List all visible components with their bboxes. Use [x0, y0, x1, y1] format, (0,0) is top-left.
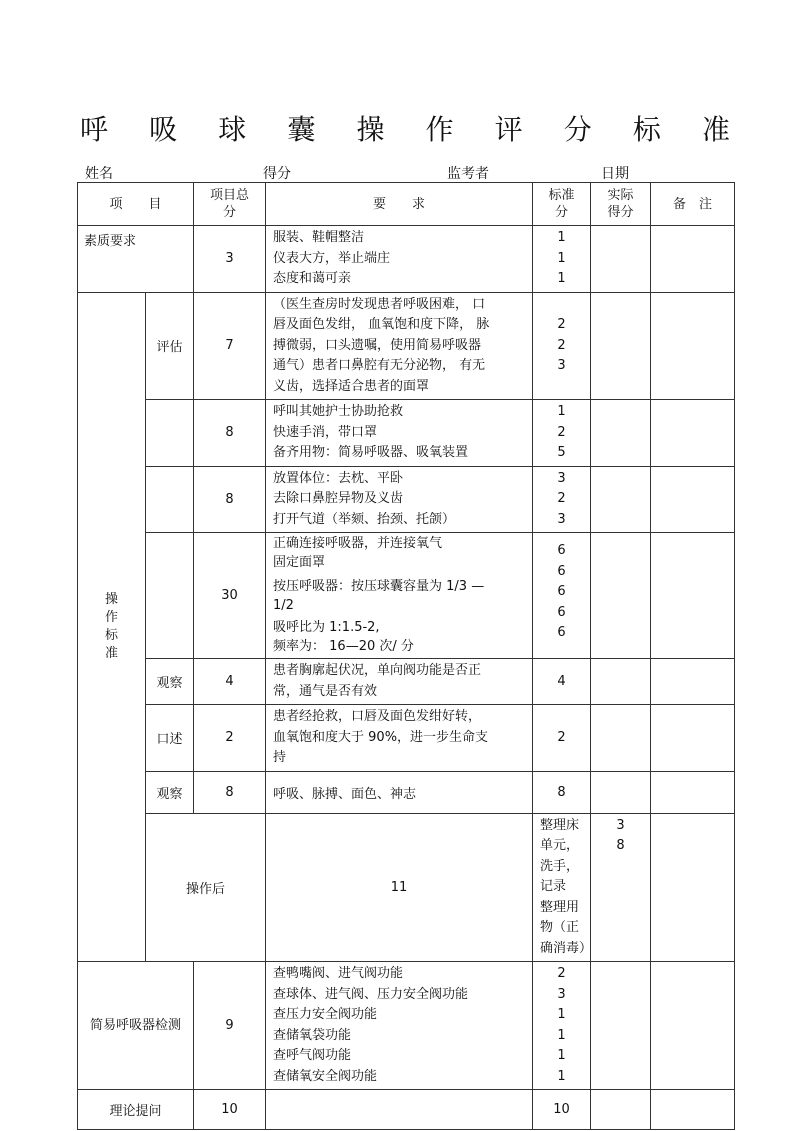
after-item: 操作后 — [146, 813, 266, 962]
table-row — [78, 771, 735, 813]
req-line: 态度和蔼可亲 — [273, 271, 352, 286]
title-char: 吸 — [149, 113, 178, 146]
check-item-text: 简易呼吸器检测 — [89, 1017, 181, 1033]
table-row — [78, 400, 735, 467]
score-line: 5 — [557, 445, 566, 460]
observe2-total: 8 — [194, 771, 266, 813]
req-line: 频率为： 16—20 次/ 分 — [273, 638, 414, 654]
score-line: 3 — [557, 470, 566, 486]
actual-score-cell — [591, 400, 651, 467]
score-line: 3 — [557, 511, 566, 527]
score-line: 1 — [557, 1068, 566, 1084]
quality-requirements — [266, 226, 533, 293]
header-total — [194, 183, 266, 226]
observe2-requirements — [266, 771, 533, 813]
notes-cell — [651, 771, 735, 813]
after-total: 11 — [266, 813, 533, 962]
actual-score-cell — [591, 962, 651, 1090]
table-row — [78, 1090, 735, 1130]
notes-cell — [651, 659, 735, 705]
score-line: 2 — [557, 424, 566, 440]
req-line: 唇及面色发绀， 血氧饱和度下降， 脉 — [273, 317, 490, 332]
header-actual-text: 实际得分 — [607, 188, 634, 220]
assess-scores — [533, 292, 591, 400]
score-line: 1 — [557, 1007, 566, 1022]
name-label: 姓名 — [85, 166, 113, 182]
oral-score: 2 — [533, 705, 591, 772]
after-scores — [591, 813, 651, 962]
sub-item-cell — [146, 400, 194, 467]
req-line: 持 — [273, 750, 287, 765]
op3-total: 30 — [194, 533, 266, 659]
actual-score-cell — [591, 292, 651, 400]
header-item: 项 目 — [78, 183, 194, 226]
table-row — [78, 705, 735, 772]
score-line: 6 — [557, 625, 566, 640]
oral-sub: 口述 — [146, 705, 194, 772]
notes-cell — [651, 226, 735, 293]
score-line: 6 — [557, 543, 566, 558]
observe1-sub: 观察 — [146, 659, 194, 705]
req-line: （医生查房时发现患者呼吸困难， 口 — [273, 296, 486, 312]
table-row — [78, 466, 735, 533]
score-line: 2 — [557, 491, 566, 506]
req-line: 整理用物（正确消毒） — [540, 899, 593, 956]
score-line: 1 — [557, 250, 566, 266]
req-line: 查储氧袋功能 — [273, 1027, 352, 1043]
req-line: 按压呼吸器：按压球囊容量为 1/3 — — [273, 579, 485, 594]
req-line: 搏微弱，口头遗嘱，使用简易呼吸器 — [273, 337, 482, 353]
quality-scores — [533, 226, 591, 293]
score-line: 6 — [557, 563, 566, 579]
notes-cell — [651, 533, 735, 659]
header-total-text: 项目总分 — [210, 188, 250, 220]
title-char: 呼 — [80, 113, 109, 146]
sub-item-cell — [146, 533, 194, 659]
req-line: 查呼气阀功能 — [273, 1048, 352, 1063]
assess-requirements — [266, 292, 533, 400]
title-char: 囊 — [287, 113, 316, 146]
operation-standard-text: 操作标准 — [104, 591, 118, 661]
score-line: 1 — [557, 1048, 566, 1063]
title-char: 球 — [218, 113, 247, 146]
observe1-requirements — [266, 659, 533, 705]
req-line: 固定面罩 — [273, 554, 326, 570]
req-line: 1/2 — [273, 597, 294, 613]
title-char: 作 — [425, 113, 454, 146]
actual-score-cell — [651, 813, 735, 962]
theory-requirements — [266, 1090, 533, 1130]
title-char: 准 — [701, 113, 730, 146]
table-row — [78, 659, 735, 705]
req-line: 放置体位：去枕、平卧 — [273, 470, 404, 486]
score-label: 得分 — [263, 166, 291, 182]
req-line: 通气）患者口鼻腔有无分泌物， 有无 — [273, 358, 486, 373]
req-line: 去除口鼻腔异物及义齿 — [273, 491, 404, 506]
theory-score: 10 — [533, 1090, 591, 1130]
op2-requirements — [266, 466, 533, 533]
req-line: 查储氧安全阀功能 — [273, 1068, 378, 1084]
score-line: 6 — [557, 604, 566, 620]
theory-item: 理论提问 — [78, 1090, 194, 1130]
header-actual — [591, 183, 651, 226]
req-line: 备齐用物：简易呼吸器、吸氧装置 — [273, 445, 469, 460]
score-line: 8 — [616, 838, 625, 853]
theory-total: 10 — [194, 1090, 266, 1130]
header-requirements: 要 求 — [266, 183, 533, 226]
check-scores — [533, 962, 591, 1090]
sub-item-cell — [146, 466, 194, 533]
actual-score-cell — [591, 466, 651, 533]
req-line: 查鸭嘴阀、进气阀功能 — [273, 966, 404, 981]
header-notes: 备 注 — [651, 183, 735, 226]
req-line: 仪表大方，举止端庄 — [273, 250, 391, 266]
title-char: 评 — [494, 113, 523, 146]
score-line: 1 — [557, 1027, 566, 1043]
actual-score-cell — [591, 533, 651, 659]
oral-total: 2 — [194, 705, 266, 772]
quality-item: 素质要求 — [78, 226, 194, 293]
score-line: 6 — [557, 584, 566, 599]
operation-standard-label — [78, 292, 146, 962]
notes-cell — [651, 705, 735, 772]
observe1-total: 4 — [194, 659, 266, 705]
req-line: 整理床单元，洗手，记录 — [540, 817, 580, 894]
title-char: 标 — [632, 113, 661, 146]
actual-score-cell — [591, 226, 651, 293]
header-standard-text: 标准分 — [548, 188, 575, 220]
after-requirements — [533, 813, 591, 962]
assess-sub: 评估 — [146, 292, 194, 400]
req-line: 查球体、进气阀、压力安全阀功能 — [273, 986, 469, 1002]
oral-requirements — [266, 705, 533, 772]
score-line: 2 — [557, 966, 566, 981]
req-line: 快速手消，带口罩 — [273, 424, 378, 440]
score-line: 1 — [557, 230, 566, 245]
req-line: 正确连接呼吸器，并连接氧气 — [273, 536, 443, 551]
table-row — [78, 533, 735, 659]
req-line: 常，通气是否有效 — [273, 683, 378, 699]
score-line: 3 — [557, 358, 566, 373]
notes-cell — [651, 962, 735, 1090]
req-line: 患者胸廓起伏况，单向阀功能是否正 — [273, 663, 482, 678]
table-row — [78, 813, 735, 962]
date-label: 日期 — [601, 166, 629, 182]
score-line: 1 — [557, 271, 566, 286]
score-line: 2 — [557, 337, 566, 353]
title-char: 分 — [563, 113, 592, 146]
actual-score-cell — [591, 1090, 651, 1130]
req-line: 打开气道（举颏、抬颈、托颌） — [273, 511, 456, 527]
actual-score-cell — [591, 659, 651, 705]
op3-requirements — [266, 533, 533, 659]
req-line: 义齿，选择适合患者的面罩 — [273, 378, 430, 394]
score-line: 3 — [557, 986, 566, 1002]
header-standard — [533, 183, 591, 226]
observe2-sub: 观察 — [146, 771, 194, 813]
examiner-label: 监考者 — [447, 166, 489, 182]
page-title — [80, 108, 730, 148]
title-char: 操 — [356, 113, 385, 146]
notes-cell — [651, 292, 735, 400]
observe1-score: 4 — [533, 659, 591, 705]
req-line: 呼吸、脉搏、面色、神志 — [273, 786, 417, 802]
req-line: 呼叫其她护士协助抢救 — [273, 404, 404, 419]
req-line: 患者经抢救，口唇及面色发绀好转， — [273, 709, 482, 724]
op1-requirements — [266, 400, 533, 467]
op2-scores — [533, 466, 591, 533]
score-line: 1 — [557, 404, 566, 419]
table-row — [78, 292, 735, 400]
op1-total: 8 — [194, 400, 266, 467]
notes-cell — [651, 466, 735, 533]
table-row — [78, 962, 735, 1090]
actual-score-cell — [591, 771, 651, 813]
op3-scores — [533, 533, 591, 659]
notes-cell — [651, 1090, 735, 1130]
table-row — [78, 226, 735, 293]
check-total: 9 — [194, 962, 266, 1090]
scoring-table — [77, 182, 735, 1130]
op1-scores — [533, 400, 591, 467]
header-row — [78, 183, 735, 226]
score-line — [533, 295, 590, 316]
req-line: 服装、鞋帽整洁 — [273, 230, 365, 245]
observe2-score: 8 — [533, 771, 591, 813]
req-line: 吸呼比为 1:1.5-2, — [273, 620, 380, 635]
req-line: 血氧饱和度大于 90%，进一步生命支 — [273, 729, 489, 745]
score-line: 2 — [557, 317, 566, 332]
req-line: 查压力安全阀功能 — [273, 1007, 378, 1022]
quality-total: 3 — [194, 226, 266, 293]
check-item — [78, 962, 194, 1090]
check-requirements — [266, 962, 533, 1090]
notes-cell — [651, 400, 735, 467]
assess-total: 7 — [194, 292, 266, 400]
op2-total: 8 — [194, 466, 266, 533]
actual-score-cell — [591, 705, 651, 772]
score-line: 3 — [616, 817, 625, 833]
